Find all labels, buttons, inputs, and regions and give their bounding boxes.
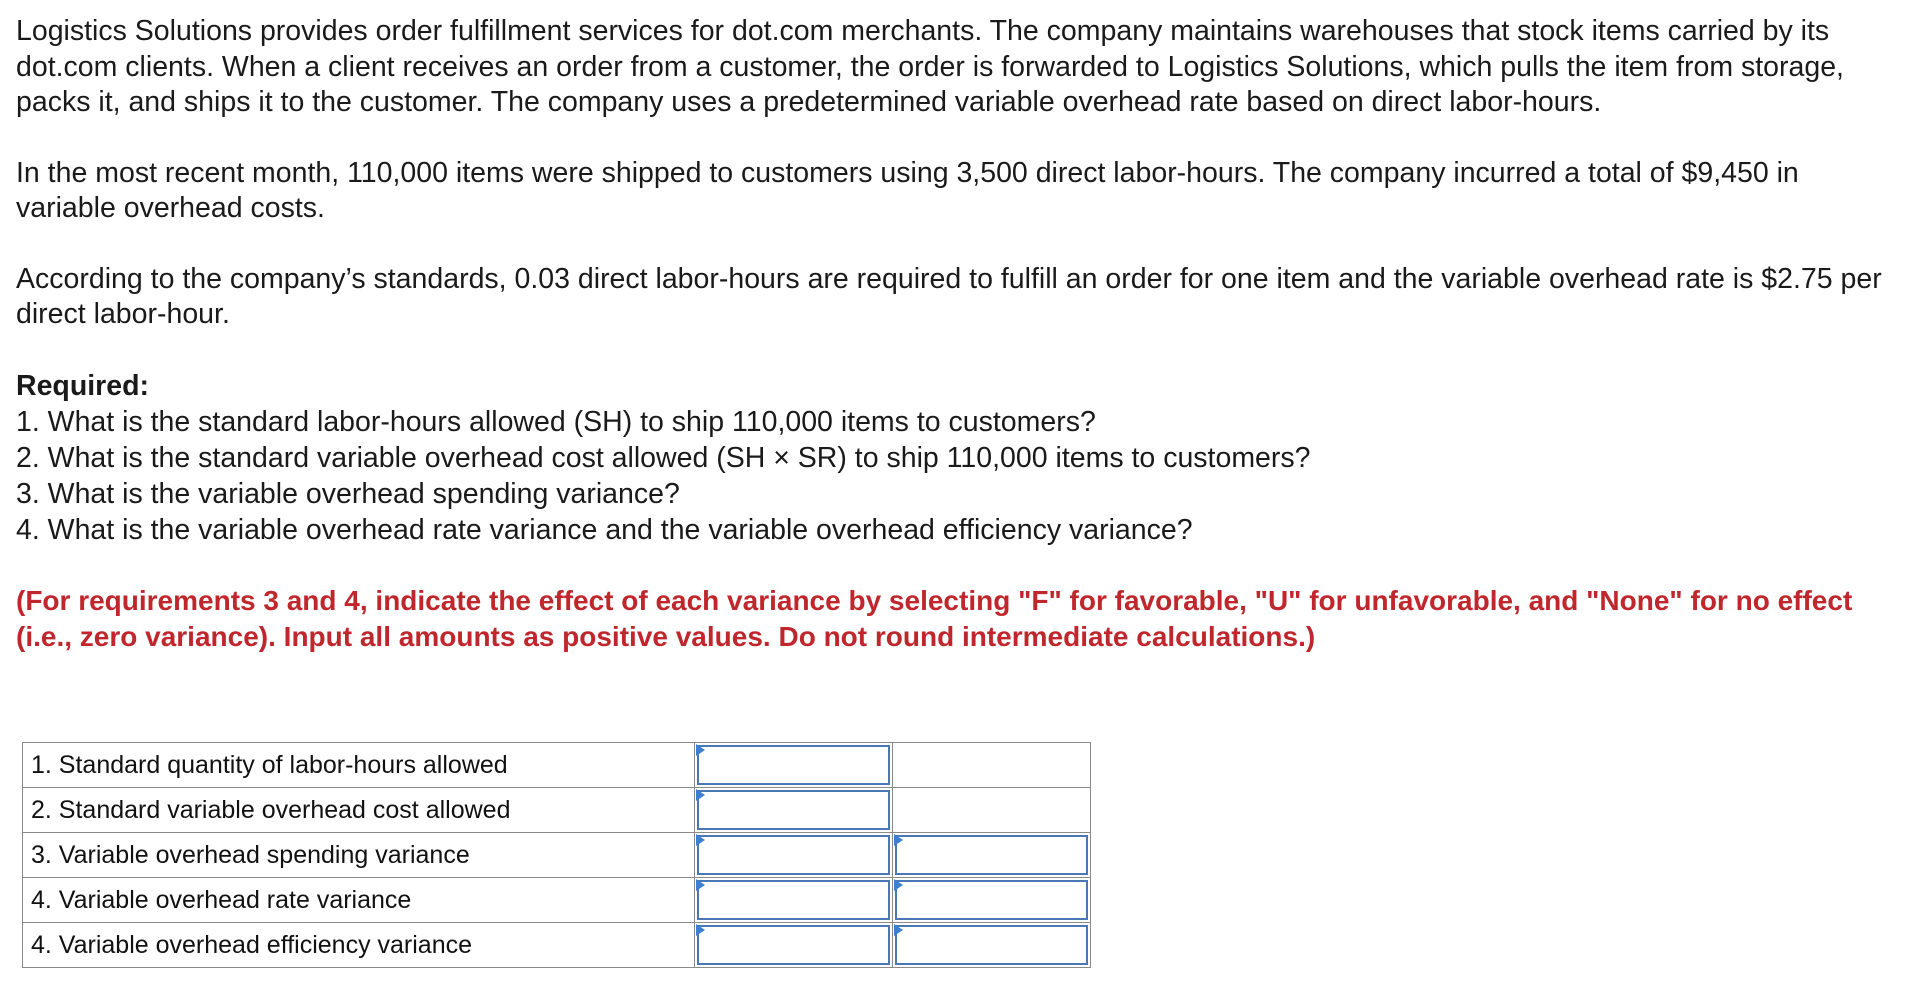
input-marker-icon bbox=[696, 924, 705, 936]
requirement-1: 1. What is the standard labor-hours allowed (SH) to ship 110,000 items to customers? bbox=[16, 405, 1096, 438]
amount-input-standard-hours[interactable] bbox=[697, 745, 890, 785]
table-row bbox=[23, 788, 1091, 833]
row-label: 2. Standard variable overhead cost allowed bbox=[23, 788, 695, 833]
effect-cell bbox=[893, 878, 1091, 923]
amount-input-rate-variance[interactable] bbox=[697, 880, 890, 920]
amount-input-efficiency-variance[interactable] bbox=[697, 925, 890, 965]
select-marker-icon bbox=[894, 879, 903, 891]
requirement-2: 2. What is the standard variable overhead cost allowed (SH × SR) to ship 110,000 items to customers? bbox=[16, 441, 1311, 474]
required-section bbox=[16, 368, 1896, 548]
amount-input-standard-cost[interactable] bbox=[697, 790, 890, 830]
input-marker-icon bbox=[696, 879, 705, 891]
amount-cell bbox=[695, 923, 893, 968]
table-row bbox=[23, 878, 1091, 923]
input-marker-icon bbox=[696, 744, 705, 756]
input-marker-icon bbox=[696, 789, 705, 801]
select-marker-icon bbox=[894, 924, 903, 936]
empty-cell bbox=[893, 788, 1091, 833]
amount-cell bbox=[695, 878, 893, 923]
amount-cell bbox=[695, 788, 893, 833]
row-label: 1. Standard quantity of labor-hours allowed bbox=[23, 743, 695, 788]
table-row bbox=[23, 833, 1091, 878]
table-row bbox=[23, 743, 1091, 788]
requirement-3: 3. What is the variable overhead spending variance? bbox=[16, 477, 680, 510]
amount-input-spending-variance[interactable] bbox=[697, 835, 890, 875]
row-label: 3. Variable overhead spending variance bbox=[23, 833, 695, 878]
amount-cell bbox=[695, 833, 893, 878]
row-label: 4. Variable overhead rate variance bbox=[23, 878, 695, 923]
effect-select-spending-variance[interactable] bbox=[895, 835, 1088, 875]
row-label: 4. Variable overhead efficiency variance bbox=[23, 923, 695, 968]
problem-paragraph-intro: Logistics Solutions provides order fulfillment services for dot.com merchants. The company maintains warehouses that stock items carried by its dot.com clients. When a client receives an order from a customer, the order is forwarded to Logistics Solutions, which pulls the item from storage, packs it, and ships it to the customer. The company uses a predetermined variable overhead rate based on direct labor-hours. bbox=[16, 15, 1844, 118]
problem-paragraph-standards: According to the company’s standards, 0.03 direct labor-hours are required to fulfill an order for one item and the variable overhead rate is $2.75 per direct labor-hour. bbox=[16, 262, 1882, 330]
table-row bbox=[23, 923, 1091, 968]
requirement-4: 4. What is the variable overhead rate variance and the variable overhead efficiency variance? bbox=[16, 513, 1193, 546]
answer-table bbox=[22, 742, 1091, 968]
empty-cell bbox=[893, 743, 1091, 788]
select-marker-icon bbox=[894, 834, 903, 846]
amount-cell bbox=[695, 743, 893, 788]
effect-cell bbox=[893, 923, 1091, 968]
effect-select-efficiency-variance[interactable] bbox=[895, 925, 1088, 965]
effect-select-rate-variance[interactable] bbox=[895, 880, 1088, 920]
instruction-note: (For requirements 3 and 4, indicate the effect of each variance by selecting "F" for favorable, "U" for unfavorable, and "None" for no effect (i.e., zero variance). Input all amounts as positive values. Do not round intermediate calculations.) bbox=[16, 584, 1853, 652]
input-marker-icon bbox=[696, 834, 705, 846]
required-heading: Required: bbox=[16, 369, 150, 402]
problem-content bbox=[16, 14, 1896, 655]
problem-paragraph-month-data: In the most recent month, 110,000 items were shipped to customers using 3,500 direct labor-hours. The company incurred a total of $9,450 in variable overhead costs. bbox=[16, 156, 1799, 224]
effect-cell bbox=[893, 833, 1091, 878]
